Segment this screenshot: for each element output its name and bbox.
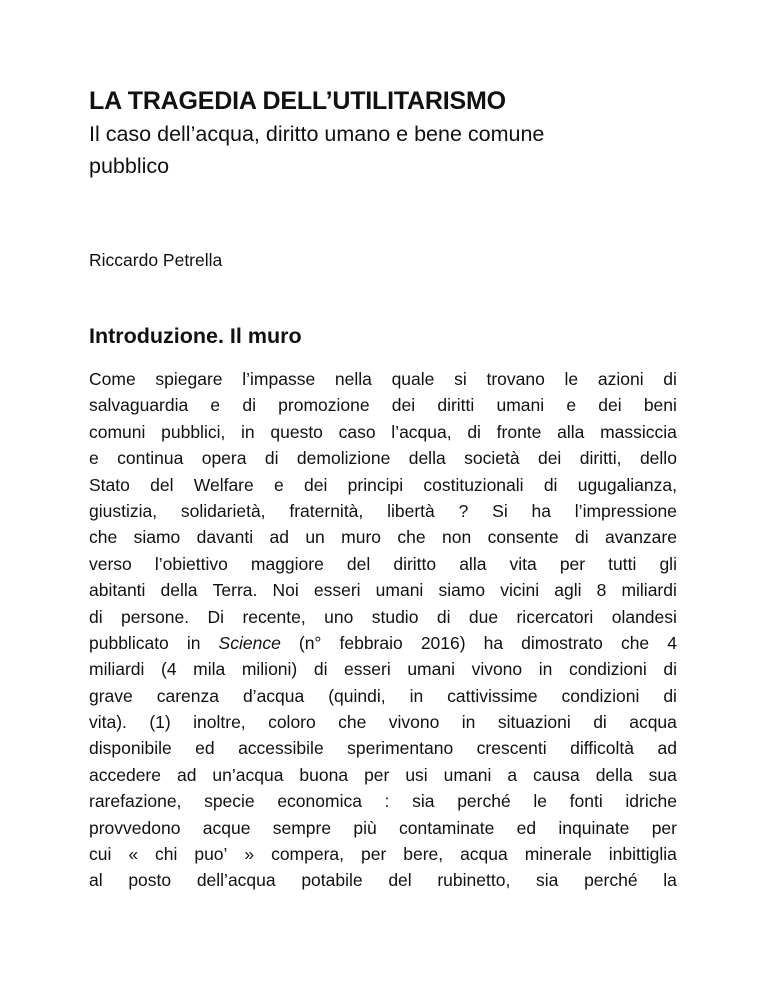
body-line: accedere ad un’acqua buona per usi umani a causa della sua: [89, 764, 677, 785]
body-line: miliardi (4 mila milioni) di esseri umani vivono in condizioni di: [89, 659, 677, 680]
body-line: Come spiegare l’impasse nella quale si trovano le azioni di: [89, 369, 677, 389]
body-paragraph: [89, 366, 677, 894]
body-line: pubblicato in Science (n° febbraio 2016) ha dimostrato che 4: [89, 632, 677, 653]
body-line: di persone. Di recente, uno studio di due ricercatori olandesi: [89, 606, 677, 627]
body-line: disponibile ed accessibile sperimentano crescenti difficoltà ad: [89, 738, 677, 759]
body-line: abitanti della Terra. Noi esseri umani siamo vicini agli 8 miliardi: [89, 580, 677, 601]
body-line: che siamo davanti ad un muro che non consente di avanzare: [89, 527, 677, 548]
body-line: salvaguardia e di promozione dei diritti umani e dei beni: [89, 395, 677, 416]
body-line: e continua opera di demolizione della società dei diritti, dello: [89, 448, 677, 469]
section-heading: Introduzione. Il muro: [89, 324, 302, 348]
document-page: [89, 84, 677, 891]
document-subtitle: Il caso dell’acqua, diritto umano e bene comune pubblico: [89, 122, 545, 178]
body-line: verso l’obiettivo maggiore del diritto alla vita per tutti gli: [89, 553, 677, 574]
document-title: LA TRAGEDIA DELL’UTILITARISMO: [89, 87, 506, 115]
body-line: cui « chi puo’ » compera, per bere, acqua minerale inbittiglia: [89, 844, 677, 865]
body-line: rarefazione, specie economica : sia perché le fonti idriche: [89, 791, 677, 812]
body-line: vita). (1) inoltre, coloro che vivono in situazioni di acqua: [89, 712, 677, 733]
body-line: Stato del Welfare e dei principi costituzionali di ugugalianza,: [89, 474, 677, 495]
body-line: giustizia, solidarietà, fraternità, libertà ? Si ha l’impressione: [89, 500, 677, 521]
body-line: comuni pubblici, in questo caso l’acqua, di fronte alla massiccia: [89, 421, 677, 442]
author-name: Riccardo Petrella: [89, 250, 223, 270]
body-line: provvedono acque sempre più contaminate ed inquinate per: [89, 817, 677, 838]
body-line: grave carenza d’acqua (quindi, in cattivissime condizioni di: [89, 685, 677, 706]
body-line: al posto dell’acqua potabile del rubinetto, sia perché la: [89, 870, 677, 891]
